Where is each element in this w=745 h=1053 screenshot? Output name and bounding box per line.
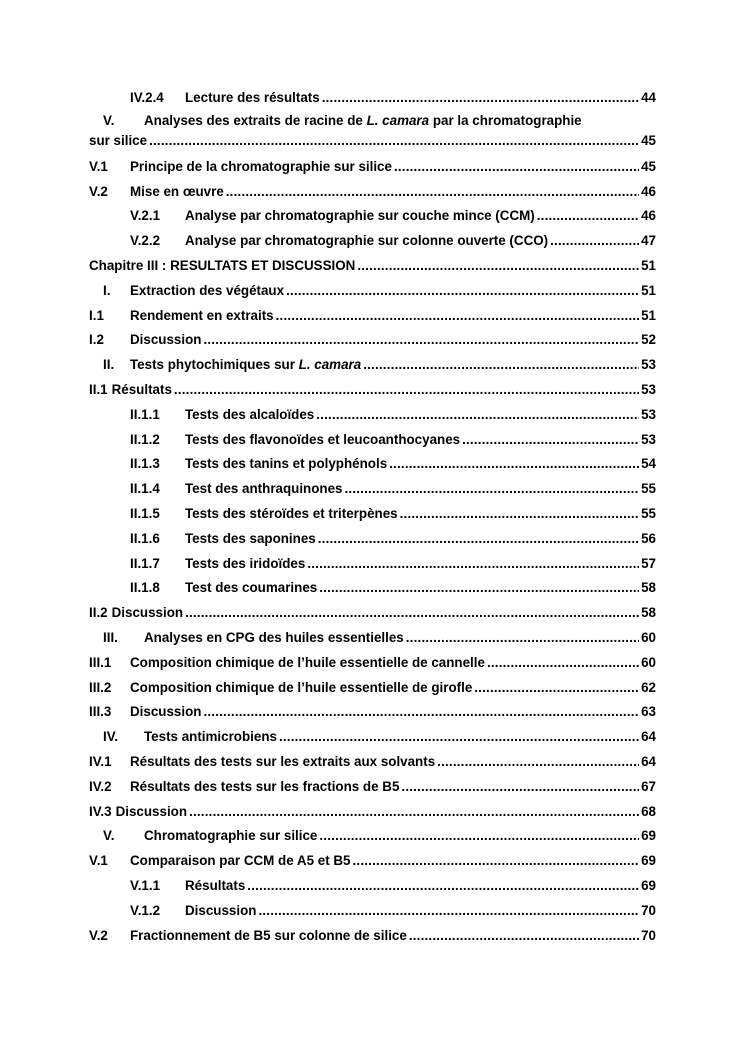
toc-number: V.2.1 [130,208,161,224]
toc-leader [258,899,639,924]
toc-title: Discussion [115,803,188,819]
toc-leader [174,378,639,403]
toc-number: I.2 [89,332,104,348]
toc-page: 64 [641,753,656,769]
toc-entry[interactable] [89,552,656,577]
toc-leader [203,328,639,353]
toc-leader [319,824,639,849]
toc-leader [406,626,639,651]
toc-entry[interactable] [89,775,656,800]
toc-number: III. [103,629,118,645]
toc-chapter-title: Chapitre III : RESULTATS ET DISCUSSION [89,257,356,273]
toc-leader [394,155,639,180]
toc-page: 51 [641,282,656,298]
toc-entry[interactable] [89,527,656,552]
toc-page: 46 [641,208,656,224]
toc-title-line-1 [89,111,656,131]
toc-number: IV. [103,729,119,745]
toc-title: Tests antimicrobiens [144,729,277,745]
toc-page: 56 [641,530,656,546]
toc-number: III.1 [89,654,112,670]
toc-leader [226,180,639,205]
toc-title: Tests des flavonoïdes et leucoanthocyanes [185,431,461,447]
toc-title: Extraction des végétaux [130,282,285,298]
toc-page: 44 [641,90,656,105]
toc-leader [345,477,640,502]
toc-number: V.2 [89,183,108,199]
toc-number: II.1.8 [130,580,160,596]
toc-page: 53 [641,357,656,373]
toc-number: II.1 [89,381,108,397]
toc-title: Test des coumarines [185,580,318,596]
toc-page: 64 [641,729,656,745]
toc-entry[interactable] [89,725,656,750]
toc-page: 70 [641,927,656,943]
toc-number: II.1.5 [130,505,160,521]
toc-title-end: par la chromatographie [429,112,582,128]
toc-number: IV.2.4 [130,90,164,105]
toc-leader [319,576,639,601]
toc-title-line-2 [89,131,656,151]
toc-title: Lecture des résultats [185,90,320,105]
toc-entry[interactable] [89,651,656,676]
toc-entry[interactable] [89,180,656,205]
toc-page: 57 [641,555,656,571]
toc-title: Rendement en extraits [130,307,274,323]
toc-leader [322,86,639,111]
toc-number: V.1 [89,853,108,869]
toc-number: II.2 [89,605,108,621]
toc-entry[interactable] [89,428,656,453]
toc-leader [185,601,639,626]
toc-page: 63 [641,704,656,720]
toc-number: V.1 [89,158,108,174]
toc-number: V.1.1 [130,877,161,893]
toc-entry[interactable] [89,403,656,428]
toc-title: Résultats des tests sur les extraits aux solvants [130,753,436,769]
toc-number: V.1.2 [130,902,161,918]
toc-number: I. [103,282,111,298]
toc-entry[interactable] [89,279,656,304]
toc-entry[interactable] [89,86,656,111]
toc-number: III.3 [89,704,112,720]
toc-title: Tests des tanins et polyphénols [185,456,388,472]
toc-title-species: L. camara [366,112,430,128]
toc-number: IV.3 [89,803,112,819]
toc-title: Discussion [130,332,202,348]
toc-page: 58 [641,580,656,596]
toc-leader [487,651,639,676]
table-of-contents [89,86,656,948]
toc-entry[interactable] [89,576,656,601]
toc-title: Résultats [111,381,172,397]
toc-number: V.2.2 [130,233,161,249]
toc-number: V. [103,112,115,128]
toc-entry[interactable] [89,353,656,378]
toc-page: 55 [641,505,656,521]
toc-entry[interactable] [89,899,656,924]
toc-leader [318,527,639,552]
toc-number: V.2 [89,927,108,943]
toc-page: 69 [641,828,656,844]
toc-title: Tests des saponines [185,530,316,546]
toc-title: Fractionnement de B5 sur colonne de silice [130,927,407,943]
toc-number: I.1 [89,307,104,323]
toc-leader [537,204,639,229]
toc-entry[interactable] [89,601,656,626]
toc-title: Analyses en CPG des huiles essentielles [144,629,404,645]
toc-page: 58 [641,605,656,621]
toc-number: II.1.2 [130,431,160,447]
toc-page: 60 [641,654,656,670]
toc-title: Tests des alcaloïdes [185,406,315,422]
toc-entry[interactable] [89,328,656,353]
toc-title: Tests des iridoïdes [185,555,306,571]
toc-page: 69 [641,877,656,893]
toc-title: Tests des stéroïdes et triterpènes [185,505,398,521]
toc-chapter-entry[interactable] [89,254,656,279]
toc-leader [286,279,639,304]
toc-page: 53 [641,431,656,447]
toc-title: Chromatographie sur silice [144,828,318,844]
toc-leader [203,700,639,725]
toc-leader [189,800,639,825]
toc-leader [247,874,639,899]
toc-entry[interactable] [89,676,656,701]
toc-title: Discussion [185,902,257,918]
toc-number: II.1.4 [130,481,160,497]
toc-entry[interactable] [89,874,656,899]
toc-title-species: L. camara [298,357,362,373]
toc-page: 45 [641,158,656,174]
toc-entry[interactable] [89,824,656,849]
toc-leader [353,849,640,874]
toc-number: III.2 [89,679,112,695]
toc-leader [550,229,639,254]
toc-number: II.1.6 [130,530,160,546]
toc-title: Discussion [111,605,184,621]
toc-page: 51 [641,307,656,323]
toc-page: 53 [641,381,656,397]
toc-leader [316,403,639,428]
toc-number: II.1.3 [130,456,160,472]
toc-entry[interactable] [89,700,656,725]
toc-leader [400,502,639,527]
toc-page: 60 [641,629,656,645]
toc-title: Comparaison par CCM de A5 et B5 [130,853,351,869]
toc-page: 69 [641,853,656,869]
toc-number: II.1.7 [130,555,160,571]
toc-entry[interactable] [89,849,656,874]
toc-entry[interactable] [89,155,656,180]
toc-entry[interactable] [89,477,656,502]
toc-title: Analyse par chromatographie sur colonne ouverte (CCO) [185,233,549,249]
toc-page: 62 [641,679,656,695]
toc-entry[interactable] [89,800,656,825]
toc-leader [357,254,639,279]
toc-title-cont: sur silice [89,132,148,148]
toc-page: 68 [641,803,656,819]
toc-title: Composition chimique de l’huile essentielle de girofle [130,679,473,695]
toc-page: 54 [641,456,656,472]
toc-number: II. [103,357,115,373]
toc-leader [149,131,639,151]
toc-page: 51 [641,257,656,273]
toc-entry[interactable] [89,924,656,949]
toc-page: 45 [641,132,656,148]
toc-leader [363,353,639,378]
toc-entry[interactable] [89,111,656,155]
toc-page: 70 [641,902,656,918]
toc-title: Principe de la chromatographie sur silice [130,158,392,174]
toc-title: Résultats [185,877,246,893]
toc-title [130,353,361,378]
toc-entry[interactable] [89,452,656,477]
toc-leader [462,428,639,453]
toc-entry[interactable] [89,229,656,254]
toc-entry[interactable] [89,378,656,403]
toc-page: 46 [641,183,656,199]
toc-title: Résultats des tests sur les fractions de B5 [130,778,400,794]
toc-entry[interactable] [89,304,656,329]
toc-title: Mise en œuvre [130,183,224,199]
toc-title: Analyse par chromatographie sur couche mince (CCM) [185,208,535,224]
toc-number: IV.2 [89,778,112,794]
toc-entry[interactable] [89,626,656,651]
toc-title: Discussion [130,704,202,720]
toc-page: 52 [641,332,656,348]
toc-leader [437,750,639,775]
toc-title-text: Tests phytochimiques sur [130,357,299,373]
toc-title: Composition chimique de l’huile essentielle de cannelle [130,654,485,670]
toc-entry[interactable] [89,750,656,775]
toc-page: 47 [641,233,656,249]
toc-page: 53 [641,406,656,422]
toc-leader [279,725,639,750]
toc-leader [409,924,639,949]
toc-title: Test des anthraquinones [185,481,343,497]
toc-leader [307,552,639,577]
toc-page: 55 [641,481,656,497]
toc-leader [389,452,639,477]
toc-number: V. [103,828,115,844]
toc-title: Analyses des extraits de racine de [144,112,367,128]
toc-leader [474,676,639,701]
toc-page: 67 [641,778,656,794]
toc-entry[interactable] [89,502,656,527]
toc-leader [401,775,639,800]
toc-number: IV.1 [89,753,112,769]
toc-entry[interactable] [89,204,656,229]
toc-number: II.1.1 [130,406,160,422]
toc-leader [276,304,639,329]
